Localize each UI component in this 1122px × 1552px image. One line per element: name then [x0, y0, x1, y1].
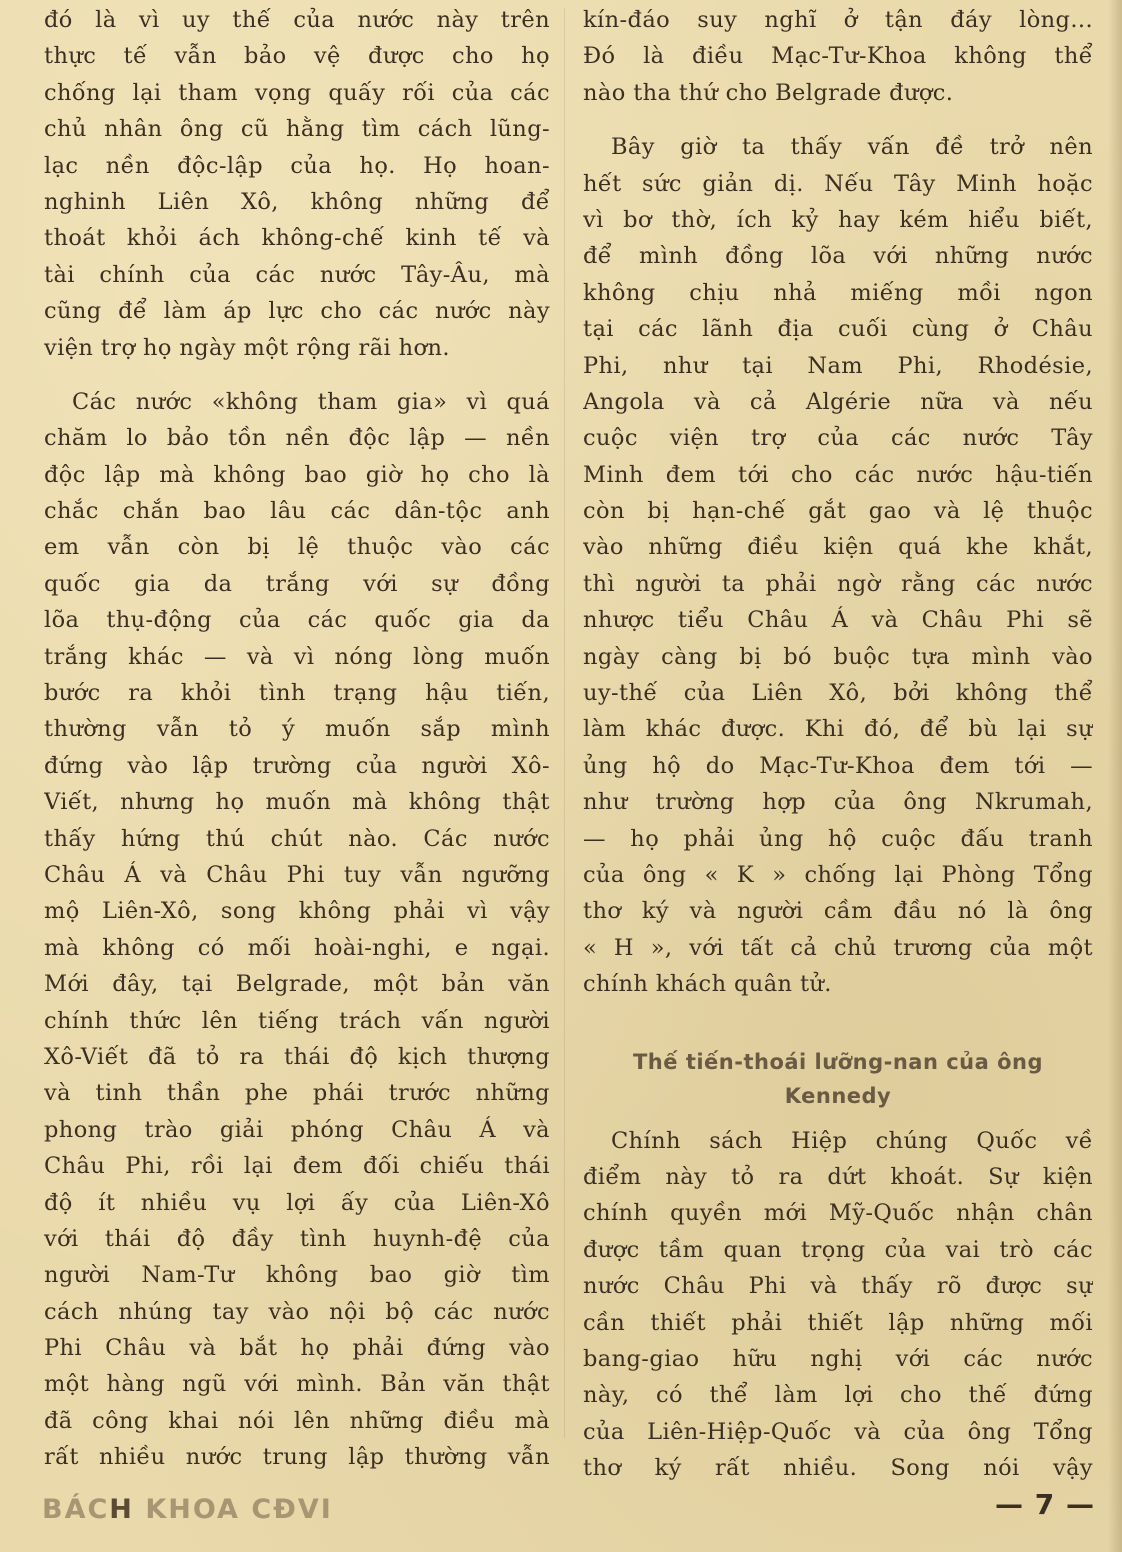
text-line: đứng vào lập trường của người Xô-	[44, 752, 550, 779]
text-line: quốc gia da trắng với sự đồng	[44, 570, 550, 597]
text-line: thơ ký và người cầm đầu nó là ông	[583, 898, 1093, 925]
text-line: Angola và cả Algérie nữa và nếu	[583, 388, 1093, 415]
text-line: cuộc viện trợ của các nước Tây	[583, 425, 1093, 452]
text-line: chắc chắn bao lâu các dân-tộc anh	[44, 498, 550, 525]
text-line: đó là vì uy thế của nước này trên	[44, 7, 550, 33]
text-line: tại các lãnh địa cuối cùng ở Châu	[583, 316, 1093, 343]
text-line: thấy hứng thú chút nào. Các nước	[44, 825, 550, 852]
text-line: tài chính của các nước Tây-Âu, mà	[44, 261, 550, 288]
text-line: mà không có mối hoài-nghi, e ngại.	[44, 934, 550, 961]
magazine-name-part: CĐVI	[251, 1494, 333, 1525]
section-heading-line: Kennedy	[784, 1083, 892, 1108]
text-line: mộ Liên-Xô, song không phải vì vậy	[44, 898, 550, 925]
text-line: để mình đồng lõa với những nước	[583, 243, 1093, 270]
right-column	[583, 0, 1093, 1486]
text-line: — họ phải ủng hộ cuộc đấu tranh	[583, 825, 1093, 852]
magazine-name-part: BÁCH	[42, 1494, 134, 1525]
text-line: với thái độ đầy tình huynh-đệ của	[44, 1225, 550, 1252]
text-line: ngày càng bị bó buộc tựa mình vào	[583, 643, 1093, 670]
page-number: — 7 —	[995, 1488, 1095, 1521]
text-line: nước Châu Phi và thấy rõ được sự	[583, 1273, 1093, 1300]
text-line: nào tha thứ cho Belgrade được.	[583, 79, 954, 106]
text-line: cần thiết phải thiết lập những mối	[583, 1309, 1093, 1336]
text-line: viện trợ họ ngày một rộng rãi hơn.	[44, 334, 450, 361]
text-line: Bây giờ ta thấy vấn đề trở nên	[611, 134, 1093, 161]
paragraph-gap	[44, 366, 550, 384]
left-column	[44, 0, 550, 1476]
text-line: Chính sách Hiệp chúng Quốc về	[611, 1127, 1093, 1154]
text-line: Phi, như tại Nam Phi, Rhodésie,	[583, 352, 1093, 379]
text-line: của Liên-Hiệp-Quốc và của ông Tổng	[583, 1418, 1093, 1445]
text-line: thường vẫn tỏ ý muốn sắp mình	[44, 716, 550, 743]
right-paragraph-3	[583, 1123, 1093, 1487]
text-line: lạc nền độc-lập của họ. Họ hoan-	[44, 152, 550, 179]
text-line: chủ nhân ông cũ hằng tìm cách lũng-	[44, 116, 550, 143]
text-line: chính thức lên tiếng trách vấn người	[44, 1007, 550, 1034]
text-line: Các nước «không tham gia» vì quá	[72, 388, 550, 415]
text-line: uy-thế của Liên Xô, bởi không thể	[583, 680, 1093, 707]
text-line: thơ ký rất nhiều. Song nói vậy	[583, 1455, 1093, 1482]
column-divider	[564, 8, 565, 1438]
text-line: lõa thụ-động của các quốc gia da	[44, 607, 550, 634]
text-line: không chịu nhả miếng mồi ngon	[583, 279, 1093, 306]
text-line: chính quyền mới Mỹ-Quốc nhận chân	[583, 1200, 1093, 1227]
left-paragraph-1	[44, 2, 550, 366]
text-line: thực tế vẫn bảo vệ được cho họ	[44, 43, 550, 70]
text-line: Châu Phi, rồi lại đem đối chiếu thái	[44, 1153, 550, 1180]
text-line: thoát khỏi ách không-chế kinh tế và	[44, 225, 550, 252]
text-line: độc lập mà không bao giờ họ cho là	[44, 461, 550, 488]
text-line: cách nhúng tay vào nội bộ các nước	[44, 1298, 550, 1325]
paragraph-gap	[583, 111, 1093, 129]
text-line: làm khác được. Khi đó, để bù lại sự	[583, 716, 1093, 743]
right-paragraph-1	[583, 2, 1093, 111]
section-heading-line: Thế tiến-thoái lưỡng-nan của ông	[632, 1049, 1044, 1074]
left-paragraph-2	[44, 384, 550, 1476]
text-line: « H », với tất cả chủ trương của một	[583, 934, 1093, 961]
text-line: và tinh thần phe phái trước những	[44, 1080, 550, 1107]
text-line: một hàng ngũ với mình. Bản văn thật	[44, 1371, 550, 1398]
text-line: thì người ta phải ngờ rằng các nước	[583, 570, 1093, 597]
text-line: Minh đem tới cho các nước hậu-tiến	[583, 461, 1093, 488]
text-line: kín-đáo suy nghĩ ở tận đáy lòng...	[583, 7, 1093, 33]
text-line: Xô-Viết đã tỏ ra thái độ kịch thượng	[44, 1043, 550, 1070]
text-line: người Nam-Tư không bao giờ tìm	[44, 1262, 550, 1289]
text-line: của ông « K » chống lại Phòng Tổng	[583, 861, 1093, 888]
right-paragraph-2	[583, 129, 1093, 1002]
text-line: điểm này tỏ ra dứt khoát. Sự kiện	[583, 1163, 1093, 1190]
text-line: Mới đây, tại Belgrade, một bản văn	[44, 971, 550, 998]
text-line: bang-giao hữu nghị với các nước	[583, 1345, 1093, 1372]
text-line: rất nhiều nước trung lập thường vẫn	[44, 1444, 550, 1471]
text-line: vì bơ thờ, ích kỷ hay kém hiểu biết,	[583, 206, 1093, 233]
text-line: còn bị hạn-chế gắt gao và lệ thuộc	[583, 498, 1093, 525]
text-line: Viết, nhưng họ muốn mà không thật	[44, 789, 550, 816]
text-line: Châu Á và Châu Phi tuy vẫn ngưỡng	[44, 861, 550, 888]
paragraph-gap	[583, 1113, 1093, 1123]
text-line: chăm lo bảo tồn nền độc lập — nền	[44, 425, 550, 452]
text-line: nghinh Liên Xô, không những để	[44, 188, 550, 215]
page-edge-shadow	[1108, 0, 1122, 1552]
text-line: vào những điều kiện quá khe khắt,	[583, 534, 1093, 561]
section-heading	[583, 1045, 1093, 1113]
text-line: Đó là điều Mạc-Tư-Khoa không thể	[583, 43, 1093, 70]
text-line: em vẫn còn bị lệ thuộc vào các	[44, 534, 550, 561]
text-line: chống lại tham vọng quấy rối của các	[44, 79, 550, 106]
magazine-name-part: KHOA	[145, 1494, 240, 1525]
text-line: hết sức giản dị. Nếu Tây Minh hoặc	[583, 170, 1093, 197]
text-line: chính khách quân tử.	[583, 971, 832, 998]
text-line: ủng hộ do Mạc-Tư-Khoa đem tới —	[583, 752, 1093, 779]
text-line: cũng để làm áp lực cho các nước này	[44, 298, 550, 325]
text-line: phong trào giải phóng Châu Á và	[44, 1116, 550, 1143]
text-line: đã công khai nói lên những điều mà	[44, 1407, 550, 1434]
text-line: được tầm quan trọng của vai trò các	[583, 1236, 1093, 1263]
text-line: Phi Châu và bắt họ phải đứng vào	[44, 1335, 550, 1362]
magazine-name	[42, 1494, 333, 1525]
text-line: trắng khác — và vì nóng lòng muốn	[44, 643, 550, 670]
text-line: này, có thể làm lợi cho thế đứng	[583, 1382, 1093, 1409]
text-line: độ ít nhiều vụ lợi ấy của Liên-Xô	[44, 1189, 550, 1216]
text-line: như trường hợp của ông Nkrumah,	[583, 789, 1093, 816]
text-line: nhược tiểu Châu Á và Châu Phi sẽ	[583, 607, 1093, 634]
text-line: bước ra khỏi tình trạng hậu tiến,	[44, 680, 550, 707]
